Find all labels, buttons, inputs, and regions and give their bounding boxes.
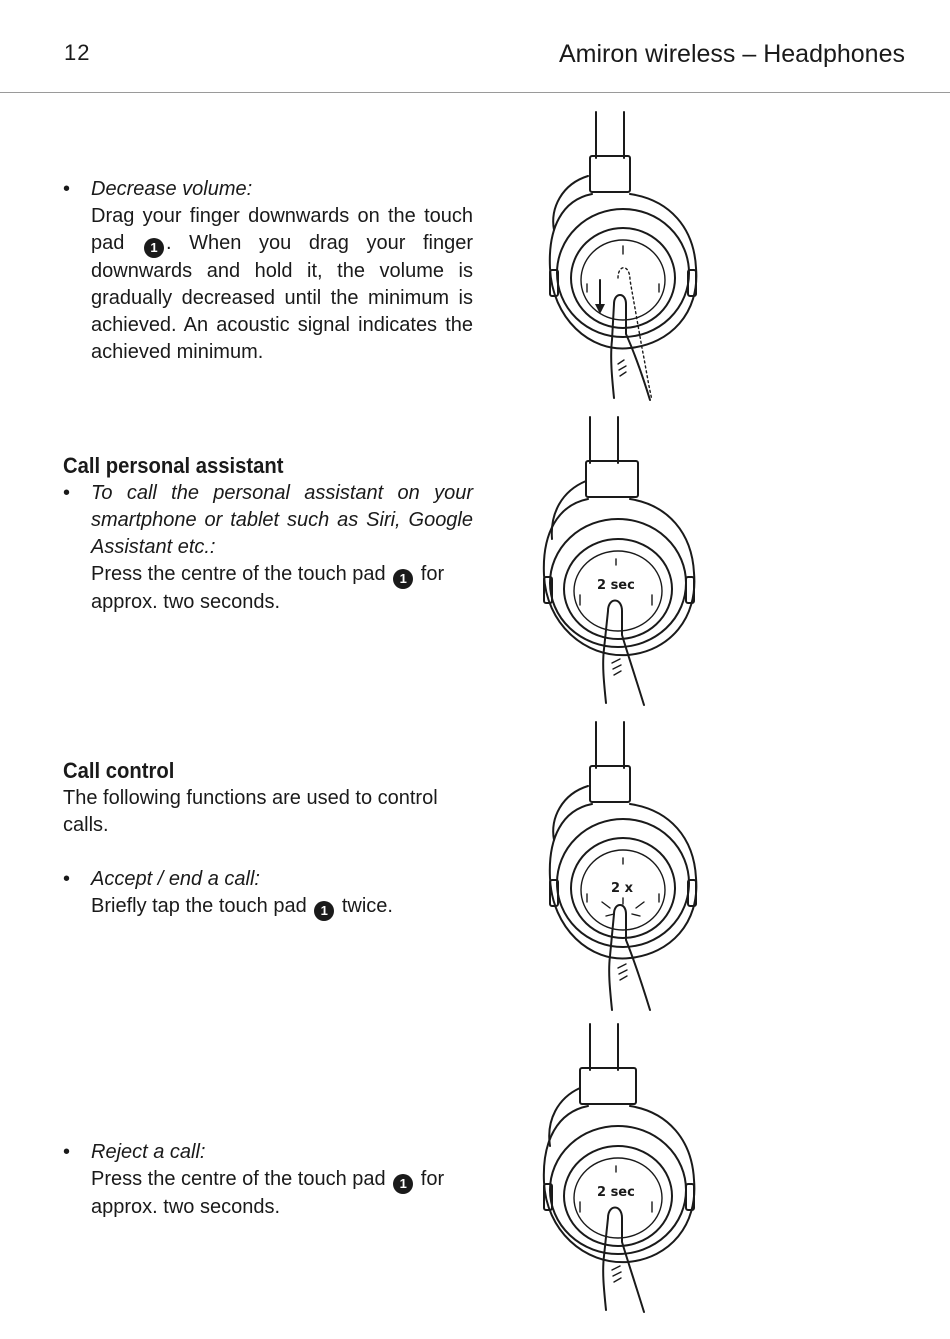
bullet-marker: • <box>63 1141 71 1163</box>
headphone-tap-drawing <box>530 718 720 1018</box>
call-control-intro: The following functions are used to control calls. <box>63 787 438 836</box>
decrease-volume-title: Decrease volume: <box>91 178 253 200</box>
illustration-press-reject <box>530 1020 720 1320</box>
personal-assistant-section <box>63 451 473 616</box>
accept-call-text: Briefly tap the touch pad 1 twice. <box>91 893 473 921</box>
touch-pad-badge: 1 <box>393 569 413 589</box>
headphone-press-drawing <box>530 413 720 713</box>
reject-call-item <box>63 1139 473 1221</box>
headphone-swipe-drawing <box>530 108 720 408</box>
bullet-marker: • <box>63 178 71 200</box>
call-control-heading: Call control <box>63 758 175 783</box>
header-divider <box>0 92 950 93</box>
bullet-marker: • <box>63 868 71 890</box>
reject-call-title: Reject a call: <box>91 1141 206 1163</box>
headband <box>596 112 624 158</box>
document-title: Amiron wireless – Headphones <box>558 40 905 68</box>
reject-call-text: Press the centre of the touch pad 1 for approx. two seconds. <box>91 1168 445 1218</box>
earcup-inner-ring <box>571 228 675 328</box>
personal-assistant-heading: Call personal assistant <box>63 453 284 478</box>
illustration-double-tap <box>530 718 720 1018</box>
reject-call-section <box>63 1139 473 1221</box>
accept-call-item <box>63 866 473 921</box>
headphone-reject-drawing <box>530 1020 720 1320</box>
headband-slider <box>590 156 630 192</box>
call-control-section <box>63 756 473 921</box>
touch-pad-badge: 1 <box>393 1174 413 1194</box>
press-duration-label: 2 sec <box>597 1185 635 1200</box>
personal-assistant-text: Press the centre of the touch pad 1 for approx. two seconds. <box>91 563 445 613</box>
touch-pad-badge: 1 <box>144 238 164 258</box>
decrease-volume-item <box>63 176 473 366</box>
personal-assistant-title: To call the personal assistant on your smartphone or tablet such as Siri, Google Assistant etc.: <box>91 482 473 558</box>
press-duration-label: 2 sec <box>597 578 635 593</box>
decrease-volume-text: Drag your finger downwards on the touch pad 1 . When you drag your finger downwards and hold it, the volume is gradually decreased until the minimum is achieved. An acoustic signal indicates the achieved minimum. <box>91 205 474 363</box>
personal-assistant-item <box>63 480 473 616</box>
illustration-press-assistant <box>530 413 720 713</box>
tap-count-label: 2 x <box>611 881 633 896</box>
bullet-marker: • <box>63 482 71 504</box>
touch-pad-badge: 1 <box>314 901 334 921</box>
decrease-volume-section <box>63 176 473 366</box>
page-number: 12 <box>64 40 91 65</box>
illustration-swipe-down <box>530 108 720 408</box>
accept-call-title: Accept / end a call: <box>91 868 260 890</box>
